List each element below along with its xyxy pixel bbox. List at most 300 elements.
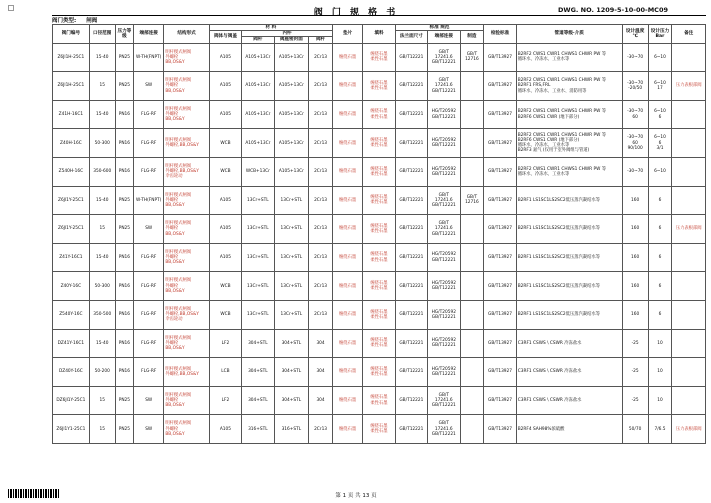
cell-pr: PN16 (115, 129, 133, 158)
cell-endc: GB/T 17241.6 GB/T12221 (428, 186, 460, 215)
cell-stem: 2Cr13 (309, 100, 333, 129)
cell-note: 压力表根部阀 (672, 215, 706, 244)
header-service: 管道等级·介质 (516, 25, 622, 44)
cell-end: FLG-RF (134, 300, 164, 329)
cell-mfg (460, 215, 484, 244)
cell-code: Z6Jl1Y1-25C1 (53, 415, 90, 444)
cell-size: 15-40 (89, 100, 115, 129)
cell-endc: HG/T20592 GB/T12221 (428, 358, 460, 387)
cell-code: Z6Jl1Y-25C1 (53, 215, 90, 244)
cell-p: 6 (648, 272, 672, 301)
cell-svc: B2RF1 LS1SC1LS2SC2低压蒸汽凝结水等 (516, 300, 622, 329)
cell-gasket: 缠绕石墨 (332, 157, 362, 186)
cell-struct: 明杆楔式闸阀 外螺栓 BB,OS&Y (164, 72, 209, 101)
cell-face: GB/T12221 (395, 329, 427, 358)
cell-face: GB/T12221 (395, 186, 427, 215)
cell-seat: 13Cr+STL (242, 243, 274, 272)
cell-end: FLG-RF (134, 100, 164, 129)
cell-temp: 160 (622, 243, 648, 272)
cell-stem2: A105+13Cr (274, 100, 309, 129)
cell-size: 15 (89, 72, 115, 101)
cell-stem: 2Cr13 (309, 157, 333, 186)
cell-struct: 明杆楔式闸阀 外螺栓 BB,OS&Y (164, 186, 209, 215)
cell-pr: PN25 (115, 415, 133, 444)
cell-packing: 缠绕石墨 柔性石墨 (363, 215, 395, 244)
cell-gasket: 缠绕石墨 (332, 186, 362, 215)
drawing-number: DWG. NO. 1209-5-10-00-MC09 (558, 6, 668, 14)
cell-stem2: 304+STL (274, 329, 309, 358)
cell-stem2: 13Cr+STL (274, 300, 309, 329)
cell-note (672, 129, 706, 158)
table-row (53, 43, 706, 72)
cell-endc: GB/T 17241.6 GB/T12221 (428, 215, 460, 244)
cell-struct: 明杆楔式闸阀 外螺栓 BB,OS&Y (164, 415, 209, 444)
cell-p: 6~10 (648, 157, 672, 186)
cell-end: SW (134, 215, 164, 244)
cell-note (672, 329, 706, 358)
cell-pr: PN25 (115, 186, 133, 215)
cell-p: 6 (648, 243, 672, 272)
cell-face: GB/T12221 (395, 300, 427, 329)
cell-end: FLG-RF (134, 272, 164, 301)
cell-seat: 304+STL (242, 329, 274, 358)
cell-size: 350-600 (89, 157, 115, 186)
valve-type (52, 16, 97, 24)
cell-gasket: 缠绕石墨 (332, 386, 362, 415)
cell-stem2: A105+13Cr (274, 72, 309, 101)
cell-code: Z6Jl1H-25C1 (53, 43, 90, 72)
cell-body: A105 (209, 415, 241, 444)
cell-svc: C3RF1 CSWS \ CSWR 冷冻盐水 (516, 358, 622, 387)
cell-gasket: 缠绕石墨 (332, 215, 362, 244)
cell-seat: A105+13Cr (242, 100, 274, 129)
cell-p: 7/6.5 (648, 415, 672, 444)
cell-temp: -30~70 -20/50 (622, 72, 648, 101)
table-row (53, 186, 706, 215)
cell-code: Z40Y-16C (53, 272, 90, 301)
cell-pr: PN16 (115, 243, 133, 272)
cell-face: GB/T12221 (395, 358, 427, 387)
cell-size: 15 (89, 386, 115, 415)
header-gasket: 垫片 (332, 25, 362, 44)
cell-seat: 316+STL (242, 415, 274, 444)
cell-size: 15 (89, 215, 115, 244)
cell-mfg: GB/T 12716 (460, 43, 484, 72)
cell-stem: 304 (309, 329, 333, 358)
cell-packing: 缠绕石墨 柔性石墨 (363, 386, 395, 415)
header-mfg: 制造 (460, 31, 484, 43)
cell-size: 15 (89, 415, 115, 444)
cell-temp: -25 (622, 386, 648, 415)
valve-type-value: 闸阀 (86, 18, 98, 24)
header-body: 阀体与阀盖 (209, 31, 241, 43)
cell-struct: 明杆楔式闸阀 外螺栓 BB,OS&Y (164, 100, 209, 129)
cell-temp: -30~70 (622, 157, 648, 186)
cell-packing: 缠绕石墨 柔性石墨 (363, 358, 395, 387)
cell-endc: HG/T20592 GB/T12221 (428, 329, 460, 358)
cell-test: GB/T13927 (484, 415, 516, 444)
cell-packing: 缠绕石墨 柔性石墨 (363, 186, 395, 215)
cell-note (672, 157, 706, 186)
cell-stem: 2Cr13 (309, 272, 333, 301)
cell-test: GB/T13927 (484, 100, 516, 129)
cell-face: GB/T12221 (395, 215, 427, 244)
cell-struct: 明杆楔式闸阀 外螺栓,BB,OS&Y (164, 358, 209, 387)
cell-seat: 304+STL (242, 386, 274, 415)
cell-temp: -30~70 60 (622, 100, 648, 129)
header-pressure: 压力等级 (115, 25, 133, 44)
cell-stem: 2Cr13 (309, 43, 333, 72)
cell-stem2: 13Cr+STL (274, 272, 309, 301)
cell-test: GB/T13927 (484, 157, 516, 186)
cell-size: 15-40 (89, 43, 115, 72)
cell-seat: 13Cr+STL (242, 300, 274, 329)
cell-note (672, 243, 706, 272)
cell-pr: PN25 (115, 72, 133, 101)
table-row (53, 358, 706, 387)
header-design-pressure: 设计压力 Bar (648, 25, 672, 44)
cell-endc: HG/T20592 GB/T12221 (428, 272, 460, 301)
cell-svc: C3RF1 CSWS \ CSWR 冷冻盐水 (516, 329, 622, 358)
cell-face: GB/T12221 (395, 72, 427, 101)
cell-seat: 13Cr+STL (242, 272, 274, 301)
cell-packing: 缠绕石墨 柔性石墨 (363, 415, 395, 444)
cell-note (672, 186, 706, 215)
cell-p: 10 (648, 358, 672, 387)
cell-svc: B2RF2 CWS1 CWR1 CHWS1 CHWR PW 等 循环水、冷冻水、工业水等 (516, 157, 622, 186)
cell-size: 15-40 (89, 329, 115, 358)
cell-stem: 304 (309, 358, 333, 387)
cell-mfg (460, 72, 484, 101)
cell-mfg (460, 358, 484, 387)
cell-face: GB/T12221 (395, 243, 427, 272)
cell-code: Z41H-16C1 (53, 100, 90, 129)
cell-test: GB/T13927 (484, 129, 516, 158)
cell-stem2: 304+STL (274, 358, 309, 387)
cell-note (672, 358, 706, 387)
cell-endc: GB/T 17241.6 GB/T12221 (428, 72, 460, 101)
cell-stem: 2Cr13 (309, 72, 333, 101)
cell-struct: 明杆楔式闸阀 外螺栓 BB,OS&Y (164, 329, 209, 358)
cell-pr: PN16 (115, 157, 133, 186)
cell-endc: GB/T 17241.6 GB/T12221 (428, 43, 460, 72)
header-end-conn: 端部连接 (428, 31, 460, 43)
cell-end: SW (134, 72, 164, 101)
cell-test: GB/T13927 (484, 72, 516, 101)
cell-p: 6 (648, 215, 672, 244)
cell-svc: B2RF1 LS1SC1LS2SC2低压蒸汽凝结水等 (516, 186, 622, 215)
cell-packing: 缠绕石墨 柔性石墨 (363, 129, 395, 158)
cell-body: LF2 (209, 329, 241, 358)
cell-packing: 缠绕石墨 柔性石墨 (363, 72, 395, 101)
cell-body: A105 (209, 100, 241, 129)
cell-packing: 缠绕石墨 柔性石墨 (363, 157, 395, 186)
cell-code: Z6Jl1Y-25C1 (53, 186, 90, 215)
cell-p: 10 (648, 386, 672, 415)
cell-mfg (460, 386, 484, 415)
cell-svc: B2RF2 CWS1 CWR1 CHWS1 CHWR PW 等 循环水、冷冻水、工业水等 (516, 43, 622, 72)
cell-seat: 13Cr+STL (242, 215, 274, 244)
cell-note (672, 272, 706, 301)
table-row (53, 129, 706, 158)
cell-endc: HG/T20592 GB/T12221 (428, 157, 460, 186)
cell-struct: 明杆楔式闸阀 外螺栓,BB,OS&Y 伞齿轮动 (164, 300, 209, 329)
cell-stem: 2Cr13 (309, 129, 333, 158)
cell-face: GB/T12221 (395, 129, 427, 158)
cell-test: GB/T13927 (484, 329, 516, 358)
cell-pr: PN16 (115, 100, 133, 129)
cell-struct: 明杆楔式闸阀 外螺栓 BB,OS&Y (164, 386, 209, 415)
table-row (53, 72, 706, 101)
page-footer: 第 1 页 共 13 页 (335, 493, 377, 499)
cell-code: Z6Jl1H-25C1 (53, 72, 90, 101)
header-end: 端部连接 (134, 25, 164, 44)
cell-svc: B2RF1 LS1SC1LS2SC2低压蒸汽凝结水等 (516, 215, 622, 244)
cell-mfg (460, 157, 484, 186)
header-standard: 标准 规范 (395, 25, 484, 31)
cell-gasket: 缠绕石墨 (332, 129, 362, 158)
cell-stem: 2Cr13 (309, 300, 333, 329)
table-row (53, 272, 706, 301)
cell-stem: 2Cr13 (309, 186, 333, 215)
cell-p: 6~10 6 (648, 100, 672, 129)
cell-seat: A105+13Cr (242, 129, 274, 158)
header-test: 检验标准 (484, 25, 516, 44)
cell-test: GB/T13927 (484, 386, 516, 415)
cell-gasket: 缠绕石墨 (332, 358, 362, 387)
cell-gasket: 缠绕石墨 (332, 415, 362, 444)
cell-code: DZ6Jl1Y-25C1 (53, 386, 90, 415)
cell-stem2: 304+STL (274, 386, 309, 415)
cell-temp: -30~70 60 90/100 (622, 129, 648, 158)
cell-pr: PN25 (115, 215, 133, 244)
cell-code: Z540H-16C (53, 157, 90, 186)
cell-body: A105 (209, 215, 241, 244)
cell-code: DZ40Y-16C (53, 358, 90, 387)
cell-test: GB/T13927 (484, 272, 516, 301)
cell-svc: B2RF2 CWS1 CWR1 CHWS1 CHWR PW 等 B2RF1 FRS,FRL 循环水、冷冻水、工业水、消防用等 (516, 72, 622, 101)
cell-end: SW (134, 386, 164, 415)
cell-size: 15-40 (89, 186, 115, 215)
cell-gasket: 缠绕石墨 (332, 243, 362, 272)
cell-temp: -25 (622, 358, 648, 387)
cell-stem: 2Cr13 (309, 215, 333, 244)
cell-pr: PN25 (115, 43, 133, 72)
cell-svc: B2RF1 LS1SC1LS2SC2低压蒸汽凝结水等 (516, 243, 622, 272)
cell-test: GB/T13927 (484, 215, 516, 244)
cell-body: LCB (209, 358, 241, 387)
cell-p: 6~10 (648, 43, 672, 72)
cell-stem: 2Cr13 (309, 415, 333, 444)
cell-face: GB/T12221 (395, 386, 427, 415)
table-row (53, 300, 706, 329)
cell-gasket: 缠绕石墨 (332, 329, 362, 358)
cell-face: GB/T12221 (395, 272, 427, 301)
cell-body: A105 (209, 72, 241, 101)
document-title: 阀 门 规 格 书 (313, 8, 399, 18)
cell-note (672, 386, 706, 415)
cell-end: W-TH(FNPT) (134, 186, 164, 215)
cell-stem2: A105+13Cr (274, 129, 309, 158)
cell-mfg (460, 243, 484, 272)
cell-face: GB/T12221 (395, 415, 427, 444)
cell-pr: PN16 (115, 272, 133, 301)
cell-pr: PN16 (115, 329, 133, 358)
cell-endc: HG/T20592 GB/T12221 (428, 100, 460, 129)
cell-seat: A105+13Cr (242, 72, 274, 101)
cell-endc: HG/T20592 GB/T12221 (428, 243, 460, 272)
cell-seat: 13Cr+STL (242, 186, 274, 215)
cell-end: W-TH(FNPT) (134, 43, 164, 72)
cell-seat: 304+STL (242, 358, 274, 387)
cell-mfg (460, 300, 484, 329)
cell-stem2: 316+STL (274, 415, 309, 444)
cell-code: Z540Y-16C (53, 300, 90, 329)
cell-end: FLG-RF (134, 129, 164, 158)
table-row (53, 243, 706, 272)
cell-test: GB/T13927 (484, 186, 516, 215)
cell-mfg (460, 329, 484, 358)
cell-endc: HG/T20592 GB/T12221 (428, 129, 460, 158)
cell-packing: 缠绕石墨 柔性石墨 (363, 100, 395, 129)
cell-note (672, 43, 706, 72)
header-packing: 填料 (363, 25, 395, 44)
cell-packing: 缠绕石墨 柔性石墨 (363, 243, 395, 272)
title-rule (52, 15, 706, 16)
cell-mfg (460, 100, 484, 129)
cell-svc: B2RF2 CWS1 CWR1 CHWS1 CHWR PW 等 B2RF6 CWS1 CWR (地下部分) (516, 100, 622, 129)
table-row (53, 100, 706, 129)
cell-struct: 明杆楔式闸阀 外螺栓,BB,OS&Y (164, 129, 209, 158)
cell-face: GB/T12221 (395, 43, 427, 72)
cell-p: 6 (648, 300, 672, 329)
cell-struct: 明杆楔式闸阀 外螺栓 BB,OS&Y (164, 272, 209, 301)
cell-end: FLG-RF (134, 329, 164, 358)
cell-pr: PN25 (115, 386, 133, 415)
cell-packing: 缠绕石墨 柔性石墨 (363, 300, 395, 329)
cell-end: FLG-RF (134, 358, 164, 387)
cell-packing: 缠绕石墨 柔性石墨 (363, 272, 395, 301)
cell-face: GB/T12221 (395, 100, 427, 129)
cell-stem2: A105+13Cr (274, 43, 309, 72)
cell-packing: 缠绕石墨 柔性石墨 (363, 43, 395, 72)
header-trim: 内件 (242, 31, 333, 37)
cell-stem2: A105+13Cr (274, 157, 309, 186)
cell-stem2: 13Cr+STL (274, 215, 309, 244)
cell-mfg (460, 272, 484, 301)
cell-test: GB/T13927 (484, 243, 516, 272)
cell-endc: GB/T 17241.6 GB/T12221 (428, 415, 460, 444)
cell-body: A105 (209, 43, 241, 72)
cell-body: WCB (209, 157, 241, 186)
cell-test: GB/T13927 (484, 358, 516, 387)
header-seat: 阀座密封面 (274, 37, 309, 43)
cell-size: 50-300 (89, 272, 115, 301)
header-gland: 阀杆 (309, 37, 333, 43)
cell-body: WCB (209, 272, 241, 301)
cell-struct: 明杆楔式闸阀 外螺栓,BB,OS&Y 伞齿轮动 (164, 157, 209, 186)
cell-end: FLG-RF (134, 157, 164, 186)
cell-size: 350-500 (89, 300, 115, 329)
cell-packing: 缠绕石墨 柔性石墨 (363, 329, 395, 358)
cell-test: GB/T13927 (484, 300, 516, 329)
cell-svc: B2RF2 CWS1 CWR1 CHWS1 CHWR PW 等 B2RF6 CWS1 CWR (地下部分) 循环水、冷冻水、工业水等 B2RF3 氮气 (仅用于室外阀组与管道) (516, 129, 622, 158)
cell-stem2: 13Cr+STL (274, 243, 309, 272)
table-row (53, 415, 706, 444)
header-structure: 结构形式 (164, 25, 209, 44)
cell-body: A105 (209, 243, 241, 272)
table-row (53, 215, 706, 244)
cell-size: 50-200 (89, 358, 115, 387)
cell-struct: 明杆楔式闸阀 外螺栓 BB,OS&Y (164, 243, 209, 272)
cell-gasket: 缠绕石墨 (332, 72, 362, 101)
cell-face: GB/T12221 (395, 157, 427, 186)
header-temp: 设计温度 ℃ (622, 25, 648, 44)
cell-code: Z40H-16C (53, 129, 90, 158)
cell-code: Z41Y-16C1 (53, 243, 90, 272)
table-row (53, 329, 706, 358)
header-face: 法兰面尺寸 (395, 31, 427, 43)
cell-svc: C3RF1 CSWS \ CSWR 冷冻盐水 (516, 386, 622, 415)
table-row (53, 157, 706, 186)
cell-end: FLG-RF (134, 243, 164, 272)
cell-test: GB/T13927 (484, 43, 516, 72)
cell-endc: HG/T20592 GB/T12221 (428, 300, 460, 329)
cell-struct: 明杆楔式闸阀 外螺栓 BB,OS&Y (164, 215, 209, 244)
cell-gasket: 缠绕石墨 (332, 43, 362, 72)
cell-temp: 160 (622, 300, 648, 329)
cell-seat: WCB+13Cr (242, 157, 274, 186)
cell-endc: GB/T 17241.6 GB/T12221 (428, 386, 460, 415)
cell-mfg (460, 129, 484, 158)
cell-svc: B2RF4 SAH98%浓硫酸 (516, 415, 622, 444)
cell-stem: 2Cr13 (309, 243, 333, 272)
cell-mfg (460, 415, 484, 444)
header-code: 阀门编号 (53, 25, 90, 44)
cell-temp: 160 (622, 186, 648, 215)
cell-stem: 304 (309, 386, 333, 415)
cell-p: 6 (648, 186, 672, 215)
cell-temp: -25 (622, 329, 648, 358)
cell-code: DZ41Y-16C1 (53, 329, 90, 358)
cell-body: WCB (209, 300, 241, 329)
valve-spec-table (52, 24, 706, 444)
cell-seat: A105+13Cr (242, 43, 274, 72)
cell-p: 6~10 17 (648, 72, 672, 101)
header-stem-col: 阀杆 (242, 37, 274, 43)
cell-gasket: 缠绕石墨 (332, 300, 362, 329)
header-note: 备注 (672, 25, 706, 44)
cell-note (672, 100, 706, 129)
header-material: 材 料 (209, 25, 332, 31)
cell-p: 10 (648, 329, 672, 358)
cell-body: LF2 (209, 386, 241, 415)
cell-temp: 160 (622, 215, 648, 244)
cell-stem2: 13Cr+STL (274, 186, 309, 215)
cell-temp: 50/70 (622, 415, 648, 444)
cell-struct: 明杆楔式闸阀 外螺栓 BB,OS&Y (164, 43, 209, 72)
cell-mfg: GB/T 12716 (460, 186, 484, 215)
document-page (6, 5, 706, 498)
cell-svc: B2RF1 LS1SC1LS2SC2低压蒸汽凝结水等 (516, 272, 622, 301)
cell-temp: -30~70 (622, 43, 648, 72)
cell-gasket: 缠绕石墨 (332, 100, 362, 129)
cell-gasket: 缠绕石墨 (332, 272, 362, 301)
table-row (53, 386, 706, 415)
cell-body: WCB (209, 129, 241, 158)
cell-body: A105 (209, 186, 241, 215)
cell-end: SW (134, 415, 164, 444)
